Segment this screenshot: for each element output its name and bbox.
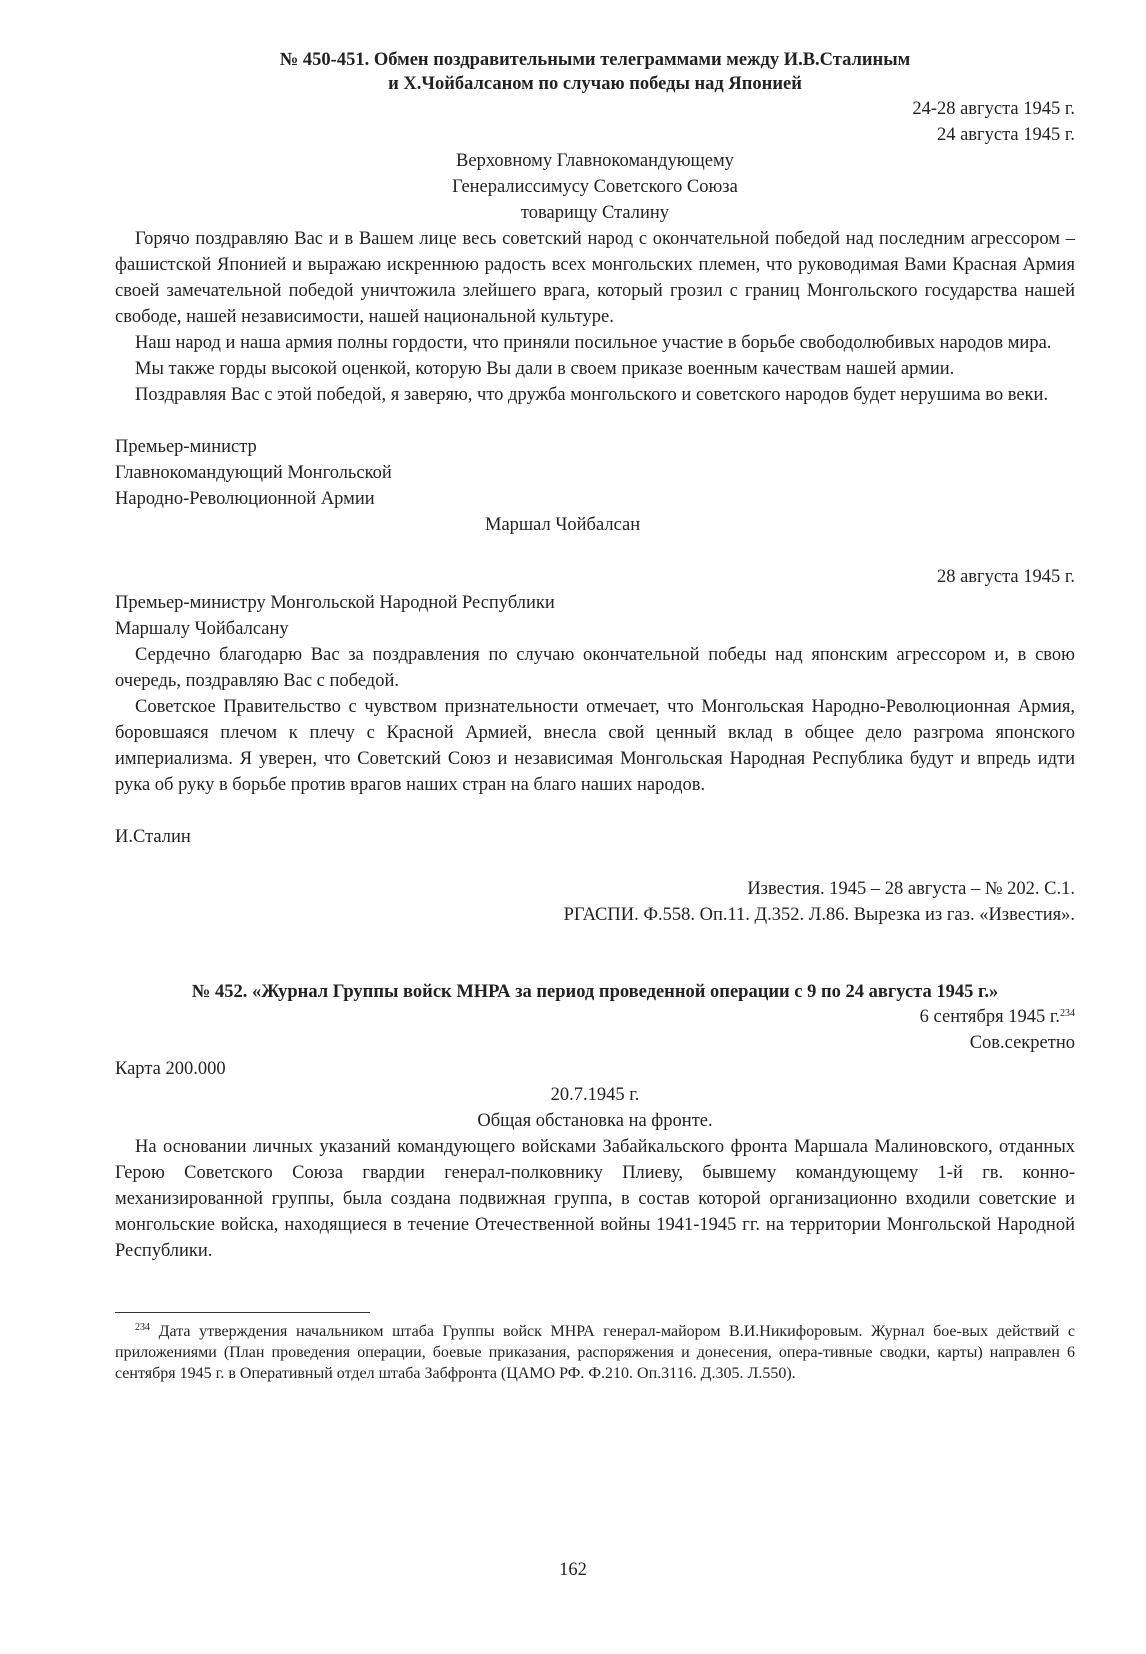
date-range: 24-28 августа 1945 г.	[912, 99, 1075, 119]
signature-name: Маршал Чойбалсан	[485, 515, 641, 535]
entry-date: 20.7.1945 г.	[550, 1085, 640, 1105]
address-line: Верховному Главнокомандующему	[456, 151, 734, 171]
address-line: Премьер-министру Монгольской Народной Республики	[115, 593, 555, 613]
date-text: 6 сентября 1945 г.	[919, 1007, 1060, 1027]
telegram2-address	[115, 590, 1075, 642]
telegram1-address	[115, 148, 1075, 226]
paragraph: Наш народ и наша армия полны гордости, что приняли посильное участие в борьбе свободолюбивых народов мира.	[135, 333, 1052, 353]
document-page	[115, 48, 1075, 1384]
section-heading: Общая обстановка на фронте.	[477, 1111, 713, 1131]
doc-452-title: № 452. «Журнал Группы войск МНРА за период проведенной операции с 9 по 24 августа 1945 г.»	[191, 982, 999, 1002]
doc-452-date	[115, 1004, 1075, 1030]
paragraph: Сердечно благодарю Вас за поздравления по случаю окончательной победы над японским агрессором и, в свою очередь, поздравляю Вас с победой.	[115, 645, 1075, 691]
footnote-number: 234	[135, 1322, 150, 1333]
stalin-signature: И.Сталин	[115, 827, 191, 847]
address-line: Маршалу Чойбалсану	[115, 619, 289, 639]
paragraph: Горячо поздравляю Вас и в Вашем лице весь советский народ с окончательной победой над последним агрессором – фашистской Японией и выражаю искреннюю радость всех монгольских племен, что руководимая Вами Красная Армия своей замечательной победой уничтожила злейшего врага, который грозил с границ Монгольского государства нашей свободе, нашей независимости, нашей национальной культуре.	[115, 229, 1075, 327]
footnote	[115, 1321, 1075, 1384]
source-line: РГАСПИ. Ф.558. Оп.11. Д.352. Л.86. Вырезка из газ. «Известия».	[563, 905, 1075, 925]
title-line-2: и Х.Чойбалсаном по случаю победы над Японией	[388, 74, 802, 94]
footnote-divider	[115, 1312, 370, 1313]
signature-title: Премьер-министр	[115, 437, 257, 457]
map-scale: Карта 200.000	[115, 1059, 226, 1079]
address-line: товарищу Сталину	[520, 203, 670, 223]
telegram1-date: 24 августа 1945 г.	[936, 125, 1075, 145]
paragraph: Поздравляя Вас с этой победой, я заверяю, что дружба монгольского и советского народов будет нерушима во веки.	[135, 385, 1049, 405]
source-line: Известия. 1945 – 28 августа – № 202. С.1.	[747, 879, 1075, 899]
paragraph: На основании личных указаний командующего войсками Забайкальского фронта Маршала Малиновского, отданных Герою Советского Союза гвардии генерал-полковнику Плиеву, бывшему командующему 1-й гв. конно-механизированной группы, была создана подвижная группа, в состав которой организационно входили советские и монгольские войска, находящиеся в течение Отечественной войны 1941-1945 гг. на территории Монгольской Народной Республики.	[115, 1137, 1075, 1261]
doc-450-title	[115, 48, 1075, 96]
signature-title: Народно-Революционной Армии	[115, 489, 375, 509]
footnote-ref[interactable]: 234	[1060, 1008, 1075, 1019]
title-line-1: № 450-451. Обмен поздравительными телеграммами между И.В.Сталиным	[279, 50, 911, 70]
signature-block	[115, 434, 1075, 538]
paragraph: Мы также горды высокой оценкой, которую Вы дали в своем приказе военным качествам нашей армии.	[135, 359, 955, 379]
signature-title: Главнокомандующий Монгольской	[115, 463, 392, 483]
telegram2-date: 28 августа 1945 г.	[936, 567, 1075, 587]
footnote-text: Дата утверждения начальником штаба Группы войск МНРА генерал-майором В.И.Никифоровым. Журнал бое-вых действий с приложениями (План проведения операции, боевые приказания, распоряжения и донесения, опера-тивные сводки, карты) направлен 6 сентября 1945 г. в Оперативный отдел штаба Забфронта (ЦАМО РФ. Ф.210. Оп.3116. Д.305. Л.550).	[115, 1323, 1076, 1382]
page-number: 162	[559, 1560, 587, 1580]
address-line: Генералиссимусу Советского Союза	[452, 177, 738, 197]
paragraph: Советское Правительство с чувством признательности отмечает, что Монгольская Народно-Революционная Армия, боровшаяся плечом к плечу с Красной Армией, внесла свой ценный вклад в общее дело разгрома японского империализма. Я уверен, что Советский Союз и независимая Монгольская Народная Республика будут и впредь идти рука об руку в борьбе против врагов наших стран на благо наших народов.	[115, 697, 1075, 795]
classification: Сов.секретно	[969, 1033, 1075, 1053]
